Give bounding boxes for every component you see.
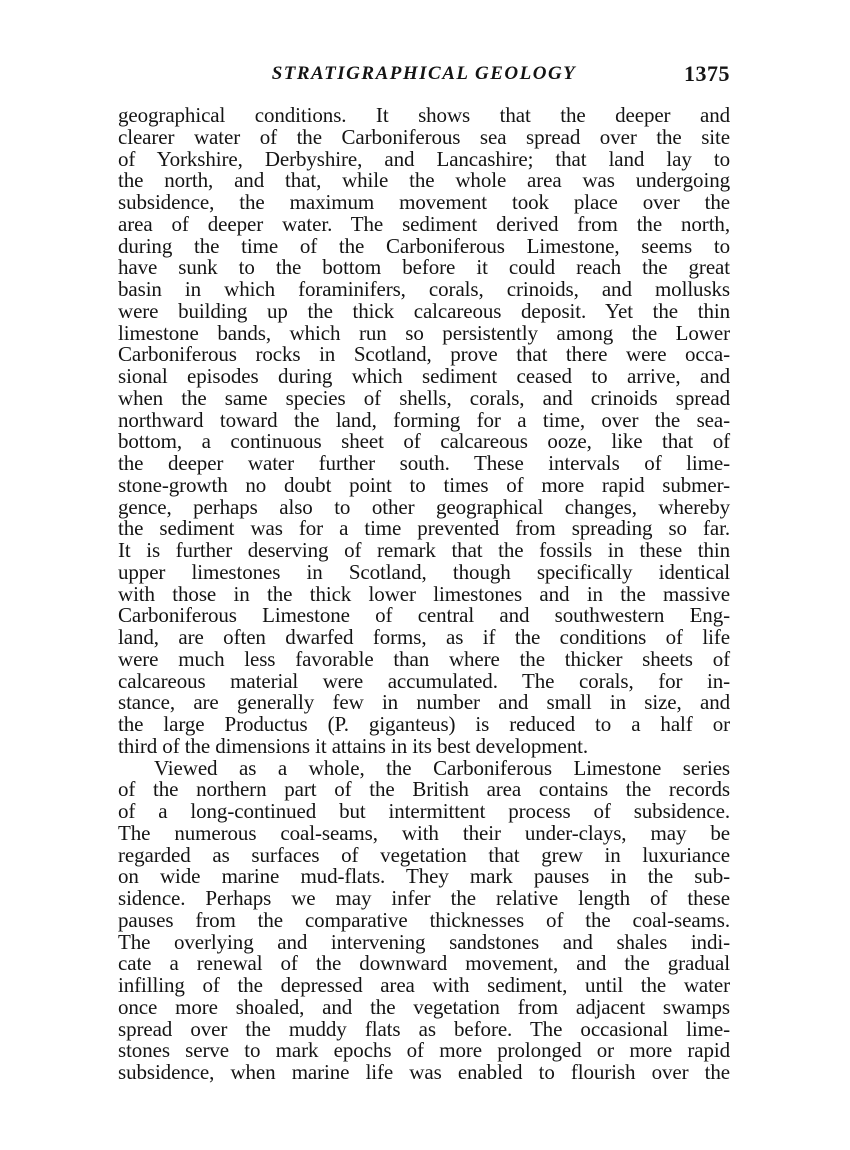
text-line: once more shoaled, and the vegetation from adjacent swamps — [118, 994, 730, 1019]
body-text — [118, 105, 730, 1084]
text-line: during the time of the Carboniferous Limestone, seems to — [118, 233, 730, 258]
text-line: area of deeper water. The sediment derived from the north, — [118, 211, 730, 236]
text-line: the north, and that, while the whole area was undergoing — [118, 168, 730, 193]
text-line: clearer water of the Carboniferous sea spread over the site — [118, 124, 730, 149]
text-line: have sunk to the bottom before it could reach the great — [118, 255, 730, 280]
text-line: regarded as surfaces of vegetation that grew in luxuriance — [118, 842, 730, 867]
page-number: 1375 — [684, 61, 730, 86]
text-line: of Yorkshire, Derbyshire, and Lancashire; that land lay to — [118, 146, 730, 171]
text-line: third of the dimensions it attains in its best development. — [118, 733, 589, 758]
text-line: were much less favorable than where the thicker sheets of — [118, 646, 730, 671]
text-line: infilling of the depressed area with sediment, until the water — [118, 973, 730, 997]
text-line: basin in which foraminifers, corals, crinoids, and mollusks — [118, 277, 730, 301]
text-line: Carboniferous rocks in Scotland, prove that there were occa- — [118, 342, 730, 367]
text-line: stance, are generally few in number and small in size, and — [118, 690, 730, 715]
text-line: spread over the muddy flats as before. The occasional lime- — [118, 1016, 730, 1041]
text-line: subsidence, when marine life was enabled to flourish over the — [118, 1060, 730, 1084]
text-line: were building up the thick calcareous deposit. Yet the thin — [118, 298, 730, 323]
text-line: gence, perhaps also to other geographical changes, whereby — [118, 494, 730, 519]
text-line: limestone bands, which run so persistently among the Lower — [118, 320, 730, 345]
text-line: of the northern part of the British area contains the records — [118, 777, 730, 802]
text-line: calcareous material were accumulated. The corals, for in- — [118, 668, 730, 693]
running-title: STRATIGRAPHICAL GEOLOGY — [271, 63, 577, 84]
text-line: northward toward the land, forming for a time, over the sea- — [118, 407, 730, 432]
text-line: the deeper water further south. These intervals of lime- — [118, 451, 730, 475]
text-line: pauses from the comparative thicknesses of the coal-seams. — [118, 907, 730, 932]
text-line: upper limestones in Scotland, though specifically identical — [118, 559, 730, 584]
text-line: the sediment was for a time prevented from spreading so far. — [118, 516, 730, 541]
running-head — [118, 62, 730, 90]
text-line: land, are often dwarfed forms, as if the conditions of life — [118, 625, 730, 649]
text-line: when the same species of shells, corals, and crinoids spread — [118, 385, 730, 410]
text-line: The overlying and intervening sandstones and shales indi- — [118, 929, 730, 954]
text-line: on wide marine mud-flats. They mark pauses in the sub- — [118, 864, 730, 889]
text-line: cate a renewal of the downward movement, and the gradual — [118, 951, 730, 976]
paragraph-first-line: Viewed as a whole, the Carboniferous Limestone series — [154, 755, 730, 780]
text-line: subsidence, the maximum movement took place over the — [118, 190, 730, 214]
text-line: sional episodes during which sediment ceased to arrive, and — [118, 364, 730, 388]
text-line: bottom, a continuous sheet of calcareous ooze, like that of — [118, 429, 730, 454]
text-line: with those in the thick lower limestones and in the massive — [118, 581, 730, 606]
text-line: the large Productus (P. giganteus) is reduced to a half or — [118, 712, 730, 736]
text-line: The numerous coal-seams, with their under-clays, may be — [118, 820, 730, 845]
text-line: stone-growth no doubt point to times of more rapid submer- — [118, 472, 730, 497]
text-line: of a long-continued but intermittent process of subsidence. — [118, 799, 730, 823]
text-line: stones serve to mark epochs of more prolonged or more rapid — [118, 1038, 730, 1063]
text-line: Carboniferous Limestone of central and southwestern Eng- — [118, 603, 730, 628]
text-line: geographical conditions. It shows that the deeper and — [118, 103, 730, 127]
text-line: It is further deserving of remark that the fossils in these thin — [118, 538, 730, 562]
text-line: sidence. Perhaps we may infer the relative length of these — [118, 886, 730, 910]
